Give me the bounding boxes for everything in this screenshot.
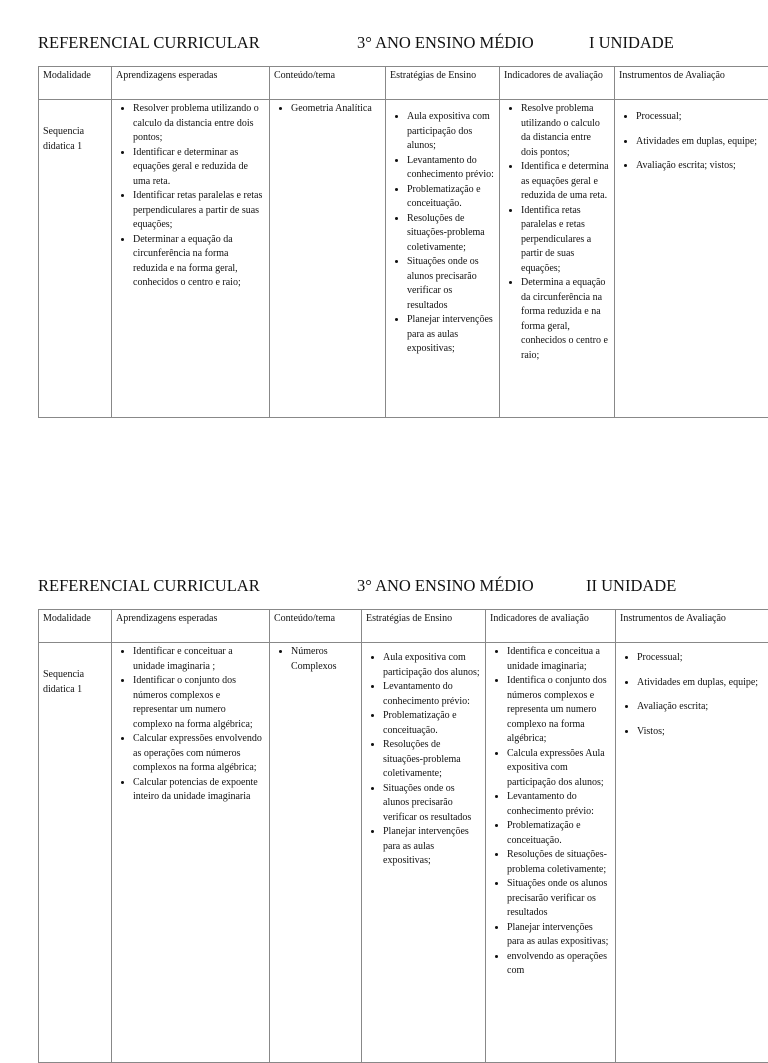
curriculum-table <box>38 609 768 1063</box>
list-item: • Identifica e determina as equações geral e reduzida de uma reta. <box>521 160 610 204</box>
list-item: • Planejar intervenções para as aulas expositivas; <box>407 313 495 357</box>
list-item: • Resoluções de situações-problema coletivamente; <box>407 212 495 256</box>
header-estrategias: Estratégias de Ensino <box>362 610 486 643</box>
instrumentos-cell <box>615 100 768 418</box>
modalidade-cell: Sequencia didatica 1 <box>39 100 112 418</box>
list-item: • Determina a equação da circunferência na forma reduzida e na forma geral, conhecidos o centro e raio; <box>521 276 610 363</box>
list-item: • Resoluções de situações-problema coletivamente; <box>383 738 481 782</box>
list-item: • Problematização e conceituação. <box>383 709 481 738</box>
list-item: • Atividades em duplas, equipe; <box>637 676 768 691</box>
list-item: • Resolver problema utilizando o calculo da distancia entre dois pontos; <box>133 102 265 146</box>
list-item: • Situações onde os alunos precisarão verificar os resultados <box>507 877 611 921</box>
header-aprendizagens: Aprendizagens esperadas <box>112 610 270 643</box>
list-item: • Aula expositiva com participação dos alunos; <box>407 110 495 154</box>
header-conteudo: Conteúdo/tema <box>270 67 386 100</box>
list-item: • Atividades em duplas, equipe; <box>636 135 768 150</box>
section-header <box>38 573 768 609</box>
list-item: • Problematização e conceituação. <box>407 183 495 212</box>
conteudo-cell <box>270 643 362 1063</box>
document-title: REFERENCIAL CURRICULAR <box>38 33 260 53</box>
table-row <box>39 643 768 1063</box>
list-item: • Planejar intervenções para as aulas expositivas; <box>507 921 611 950</box>
list-item: • Planejar intervenções para as aulas expositivas; <box>383 825 481 869</box>
conteudo-cell <box>270 100 386 418</box>
list-item: • Problematização e conceituação. <box>507 819 611 848</box>
list-item: • Determinar a equação da circunferência na forma reduzida e na forma geral, conhecidos o centro e raio; <box>133 233 265 291</box>
aprendizagens-cell <box>112 100 270 418</box>
list-item: • Números Complexos <box>291 645 357 674</box>
curriculum-section-2 <box>38 573 768 1063</box>
list-item: • Levantamento do conhecimento prévio: <box>383 680 481 709</box>
unit-label: II UNIDADE <box>586 576 676 596</box>
list-item: • Vistos; <box>637 725 768 740</box>
list-item: • Resoluções de situações-problema coletivamente; <box>507 848 611 877</box>
list-item: • Identifica o conjunto dos números complexos e representa um numero complexo na forma algébrica; <box>507 674 611 747</box>
curriculum-table <box>38 66 768 418</box>
list-item: • Situações onde os alunos precisarão verificar os resultados <box>383 782 481 826</box>
table-row <box>39 100 768 418</box>
list-item: • Processual; <box>637 651 768 666</box>
header-modalidade: Modalidade <box>39 610 112 643</box>
header-conteudo: Conteúdo/tema <box>270 610 362 643</box>
header-instrumentos: Instrumentos de Avaliação <box>616 610 768 643</box>
list-item: • Levantamento do conhecimento prévio: <box>407 154 495 183</box>
table-header-row <box>39 610 768 643</box>
unit-label: I UNIDADE <box>589 33 674 53</box>
document-title: REFERENCIAL CURRICULAR <box>38 576 260 596</box>
list-item: • Resolve problema utilizando o calculo da distancia entre dois pontos; <box>521 102 610 160</box>
list-item: • Calcula expressões Aula expositiva com participação dos alunos; <box>507 747 611 791</box>
list-item: • Situações onde os alunos precisarão verificar os resultados <box>407 255 495 313</box>
list-item: • Identificar e conceituar a unidade imaginaria ; <box>133 645 265 674</box>
list-item: • Processual; <box>636 110 768 125</box>
header-instrumentos: Instrumentos de Avaliação <box>615 67 768 100</box>
list-item: • Identificar o conjunto dos números complexos e representar um numero complexo na forma algébrica; <box>133 674 265 732</box>
list-item: • Calcular expressões envolvendo as operações com números complexos na forma algébrica; <box>133 732 265 776</box>
list-item: • envolvendo as operações com <box>507 950 611 979</box>
section-header <box>38 30 768 66</box>
list-item: • Identificar e determinar as equações geral e reduzida de uma reta. <box>133 146 265 190</box>
header-aprendizagens: Aprendizagens esperadas <box>112 67 270 100</box>
list-item: • Calcular potencias de expoente inteiro da unidade imaginaria <box>133 776 265 805</box>
header-estrategias: Estratégias de Ensino <box>386 67 500 100</box>
instrumentos-cell <box>616 643 768 1063</box>
list-item: • Avaliação escrita; vistos; <box>636 159 768 174</box>
curriculum-section-1 <box>38 30 768 418</box>
header-indicadores: Indicadores de avaliação <box>486 610 616 643</box>
grade-label: 3° ANO ENSINO MÉDIO <box>357 576 534 596</box>
header-modalidade: Modalidade <box>39 67 112 100</box>
grade-label: 3° ANO ENSINO MÉDIO <box>357 33 534 53</box>
list-item: • Avaliação escrita; <box>637 700 768 715</box>
indicadores-cell <box>486 643 616 1063</box>
header-indicadores: Indicadores de avaliação <box>500 67 615 100</box>
aprendizagens-cell <box>112 643 270 1063</box>
estrategias-cell <box>386 100 500 418</box>
list-item: • Identificar retas paralelas e retas perpendiculares a partir de suas equações; <box>133 189 265 233</box>
list-item: • Identifica e conceitua a unidade imaginaria; <box>507 645 611 674</box>
list-item: • Identifica retas paralelas e retas perpendiculares a partir de suas equações; <box>521 204 610 277</box>
list-item: • Aula expositiva com participação dos alunos; <box>383 651 481 680</box>
table-header-row <box>39 67 768 100</box>
indicadores-cell <box>500 100 615 418</box>
estrategias-cell <box>362 643 486 1063</box>
list-item: • Levantamento do conhecimento prévio: <box>507 790 611 819</box>
list-item: • Geometria Analítica <box>291 102 381 117</box>
modalidade-cell: Sequencia didatica 1 <box>39 643 112 1063</box>
